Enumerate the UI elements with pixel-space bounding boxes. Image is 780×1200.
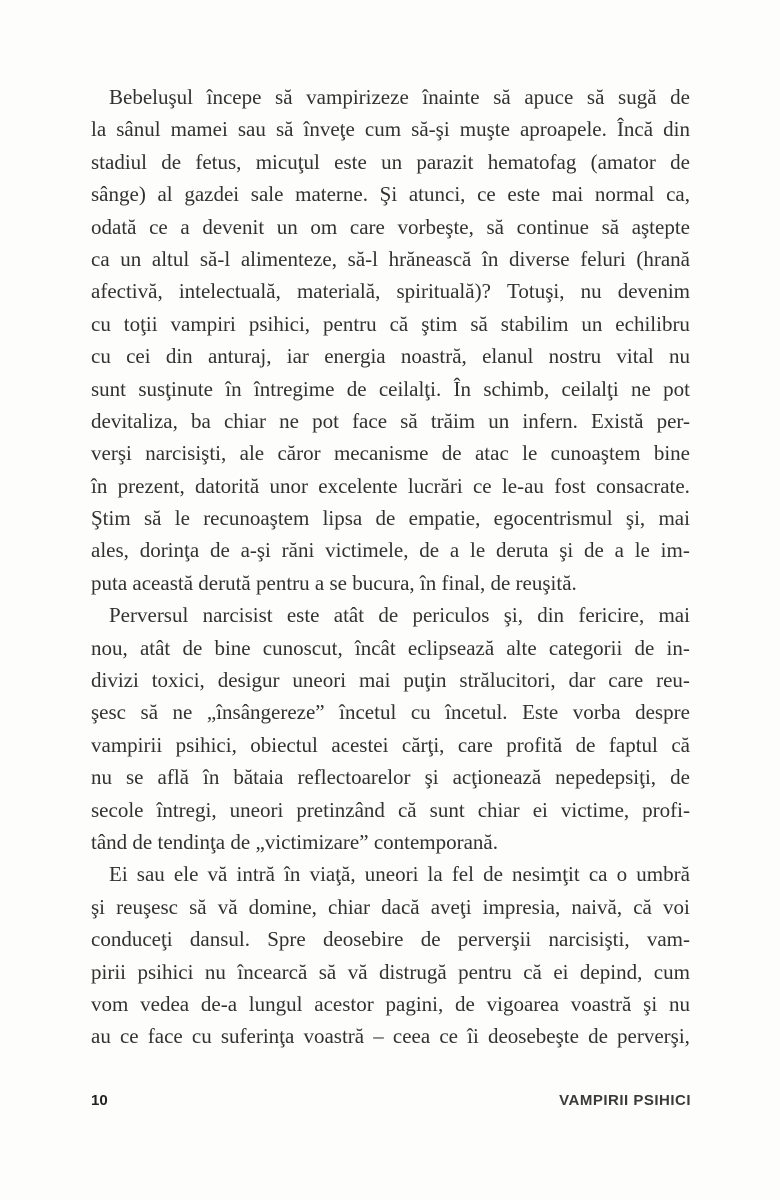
body-text: [91, 85, 690, 1057]
text-line: cu cei din anturaj, iar energia noastră, elanul nostru vital nu: [91, 344, 690, 369]
text-line: vom vedea de-a lungul acestor pagini, de vigoarea voastră şi nu: [91, 991, 690, 1016]
text-line: sunt susţinute în întregime de ceilalţi. În schimb, ceilalţi ne pot: [91, 376, 690, 401]
text-line: Ştim să le recunoaştem lipsa de empatie, egocentrismul şi, mai: [91, 506, 690, 531]
page-number: 10: [91, 1091, 108, 1109]
text-line: ca un altul să-l alimenteze, să-l hrănească în diverse feluri (hrană: [91, 246, 690, 271]
text-line: Bebeluşul începe să vampirizeze înainte să apuce să sugă de: [109, 85, 690, 109]
text-line: conduceţi dansul. Spre deosebire de perverşii narcisişti, vam-: [91, 927, 690, 952]
running-title: VAMPIRII PSIHICI: [559, 1091, 691, 1109]
text-line: nou, atât de bine cunoscut, încât eclipsează alte categorii de in-: [91, 635, 690, 660]
text-line: afectivă, intelectuală, materială, spirituală)? Totuşi, nu devenim: [91, 279, 690, 304]
text-line: pirii psihici nu încearcă să vă distrugă pentru că ei depind, cum: [91, 959, 690, 984]
text-line: sânge) al gazdei sale materne. Şi atunci, ce este mai normal ca,: [91, 182, 690, 207]
text-line: cu toţii vampiri psihici, pentru că ştim să stabilim un echilibru: [91, 311, 690, 336]
page-footer: [91, 1090, 691, 1110]
text-line: divizi toxici, desigur uneori mai puţin strălucitori, dar care reu-: [91, 668, 690, 693]
text-line: la sânul mamei sau să înveţe cum să-şi muşte aproapele. Încă din: [91, 117, 690, 142]
text-line: au ce face cu suferinţa voastră – ceea ce îi deosebeşte de perverşi,: [91, 1024, 690, 1049]
text-line: Ei sau ele vă intră în viaţă, uneori la fel de nesimţit ca o umbră: [109, 862, 690, 887]
text-line: puta această derută pentru a se bucura, în final, de reuşită.: [91, 570, 577, 595]
text-line: ales, dorinţa de a-şi răni victimele, de a le deruta şi de a le im-: [91, 538, 690, 563]
text-line: vampirii psihici, obiectul acestei cărţi, care profită de faptul că: [91, 732, 690, 757]
text-line: Perversul narcisist este atât de periculos şi, din fericire, mai: [109, 603, 690, 628]
text-line: secole întregi, uneori pretinzând că sunt chiar ei victime, profi-: [91, 797, 690, 822]
text-line: verşi narcisişti, ale căror mecanisme de atac le cunoaştem bine: [91, 441, 690, 466]
text-line: stadiul de fetus, micuţul este un parazit hematofag (amator de: [91, 149, 690, 174]
text-line: odată ce a devenit un om care vorbeşte, să continue să aştepte: [91, 214, 690, 239]
text-line: şesc să ne „însângereze” încetul cu încetul. Este vorba despre: [91, 700, 690, 725]
text-line: şi reuşesc să vă domine, chiar dacă aveţi impresia, naivă, că voi: [91, 894, 690, 919]
text-line: devitaliza, ba chiar ne pot face să trăim un infern. Există per-: [91, 408, 690, 433]
text-line: în prezent, datorită unor excelente lucrări ce le-au fost consacrate.: [91, 473, 690, 498]
text-line: nu se află în bătaia reflectoarelor şi acţionează nepedepsiţi, de: [91, 765, 690, 790]
text-line: tând de tendinţa de „victimizare” contemporană.: [91, 829, 499, 854]
